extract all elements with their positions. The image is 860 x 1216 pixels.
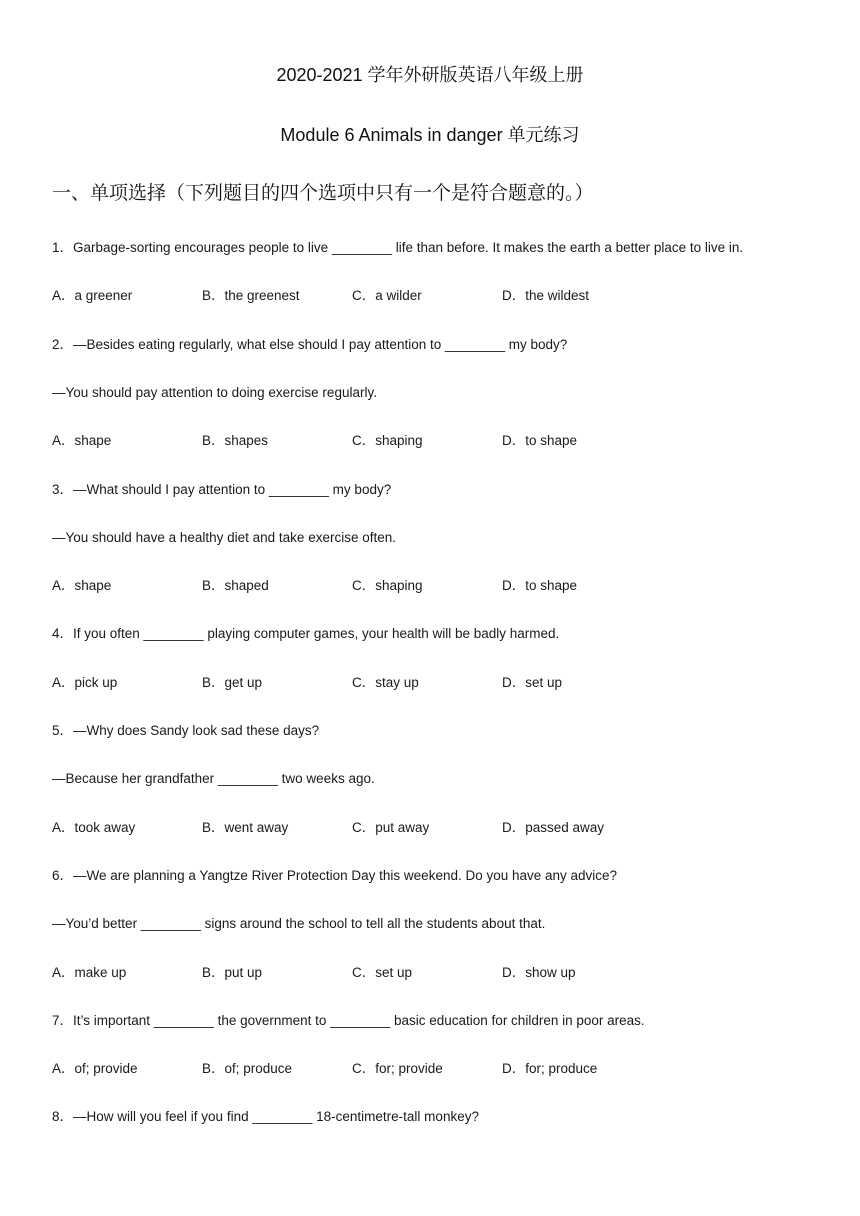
answer-options <box>52 674 812 692</box>
answer-option-a: A．shape <box>52 433 112 448</box>
answer-option-d: D．to shape <box>502 578 578 593</box>
answer-option-b: B．went away <box>202 820 289 835</box>
answer-option-a: A．of; provide <box>52 1061 138 1076</box>
answer-options <box>52 819 812 837</box>
answer-options <box>52 964 812 982</box>
answer-option-b: B．put up <box>202 965 263 980</box>
question-stem: 3．—What should I pay attention to ________ my body? <box>52 482 392 497</box>
answer-option-a: A．a greener <box>52 288 133 303</box>
answer-option-d: D．the wildest <box>502 288 590 303</box>
question-dialogue-line: —You’d better ________ signs around the school to tell all the students about that. <box>52 916 546 931</box>
answer-option-c: C．put away <box>352 820 430 835</box>
question-stem: 7．It’s important ________ the government to ________ basic education for children in poor areas. <box>52 1013 645 1028</box>
answer-option-c: C．set up <box>352 965 413 980</box>
document-subtitle: Module 6 Animals in danger 单元练习 <box>280 125 580 145</box>
answer-option-d: D．to shape <box>502 433 578 448</box>
answer-option-c: C．shaping <box>352 578 423 593</box>
answer-option-b: B．of; produce <box>202 1061 293 1076</box>
question-stem: 2．—Besides eating regularly, what else should I pay attention to ________ my body? <box>52 337 568 352</box>
question-dialogue-line: —You should have a healthy diet and take exercise often. <box>52 530 396 545</box>
answer-option-a: A．make up <box>52 965 127 980</box>
answer-option-d: D．set up <box>502 675 563 690</box>
answer-option-d: D．show up <box>502 965 576 980</box>
answer-options <box>52 1060 812 1078</box>
answer-option-c: C．stay up <box>352 675 419 690</box>
question-stem: 1．Garbage-sorting encourages people to live ________ life than before. It makes the earth a better place to live in. <box>52 240 744 255</box>
answer-option-b: B．the greenest <box>202 288 300 303</box>
answer-options <box>52 287 812 305</box>
question-dialogue-line: —You should pay attention to doing exercise regularly. <box>52 385 377 400</box>
question-stem: 6．—We are planning a Yangtze River Protection Day this weekend. Do you have any advice? <box>52 868 618 883</box>
section-heading: 一、单项选择（下列题目的四个选项中只有一个是符合题意的。） <box>52 183 594 204</box>
answer-option-a: A．pick up <box>52 675 118 690</box>
document-title: 2020-2021 学年外研版英语八年级上册 <box>276 65 584 85</box>
answer-option-a: A．shape <box>52 578 112 593</box>
answer-option-c: C．for; provide <box>352 1061 443 1076</box>
answer-options <box>52 577 812 595</box>
question-stem: 5．—Why does Sandy look sad these days? <box>52 723 320 738</box>
question-stem: 8．—How will you feel if you find ________ 18-centimetre-tall monkey? <box>52 1109 479 1124</box>
answer-option-b: B．shaped <box>202 578 269 593</box>
question-dialogue-line: —Because her grandfather ________ two weeks ago. <box>52 771 375 786</box>
answer-option-b: B．get up <box>202 675 263 690</box>
question-stem: 4．If you often ________ playing computer games, your health will be badly harmed. <box>52 626 560 641</box>
answer-option-a: A．took away <box>52 820 136 835</box>
answer-option-c: C．a wilder <box>352 288 422 303</box>
answer-option-b: B．shapes <box>202 433 269 448</box>
answer-options <box>52 432 812 450</box>
answer-option-c: C．shaping <box>352 433 423 448</box>
answer-option-d: D．passed away <box>502 820 605 835</box>
answer-option-d: D．for; produce <box>502 1061 598 1076</box>
